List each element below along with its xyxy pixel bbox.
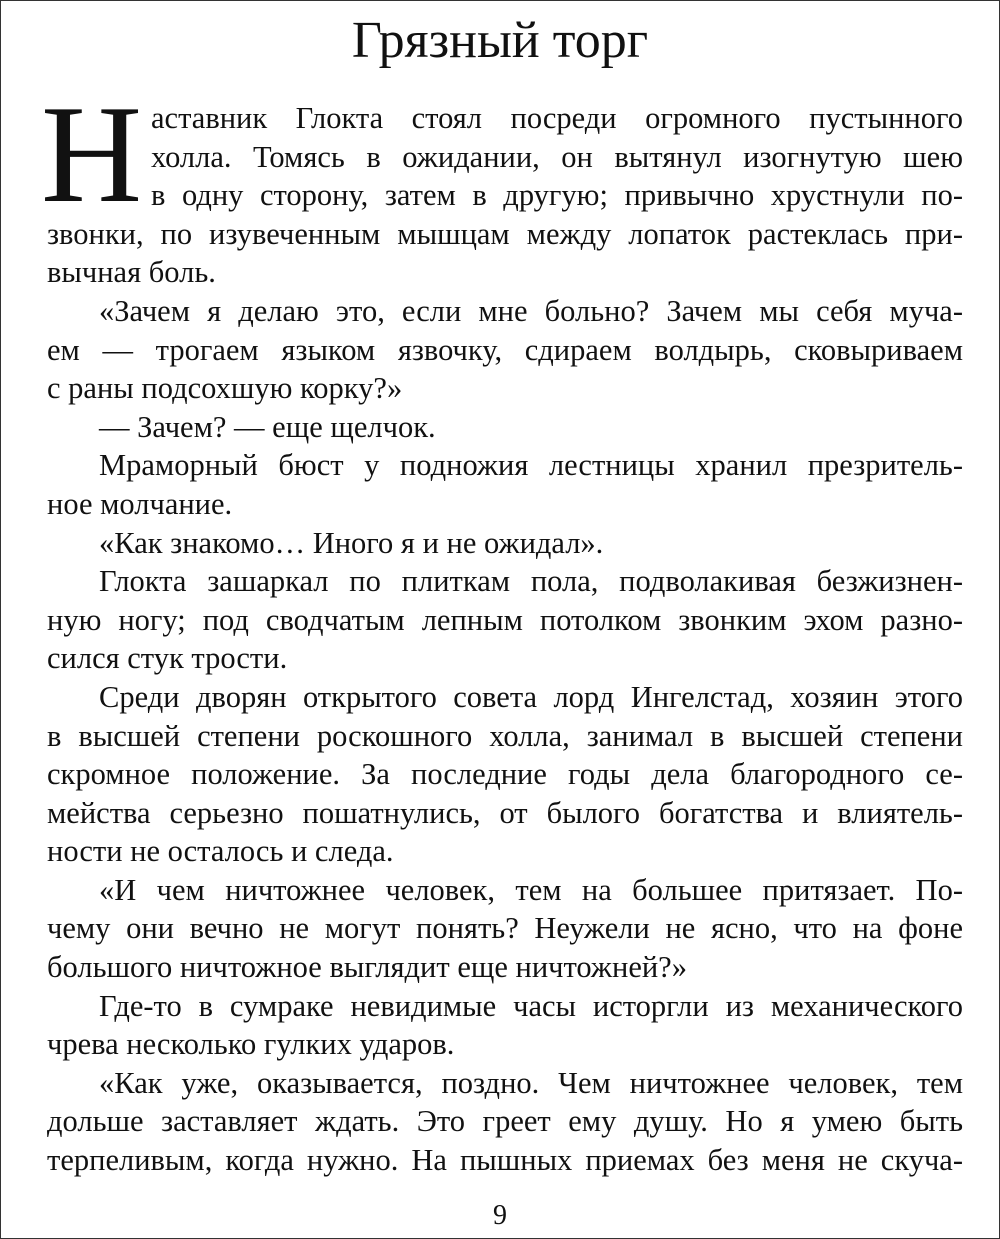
text-line: — Зачем? — еще щелчок. bbox=[99, 409, 436, 444]
text-line: ности не осталось и следа. bbox=[47, 834, 394, 869]
chapter-title: Грязный торг bbox=[351, 12, 649, 69]
text-line: в высшей степени роскошного холла, занимал в высшей степени bbox=[47, 718, 963, 753]
text-line: сился стук трости. bbox=[47, 641, 288, 676]
text-line: Мраморный бюст у подножия лестницы хранил презритель- bbox=[99, 448, 963, 483]
text-line: с раны подсохшую корку?» bbox=[47, 371, 403, 406]
text-line: «Как знакомо… Иного я и не ожидал». bbox=[99, 525, 604, 560]
text-line: в одну сторону, затем в другую; привычно хрустнули по- bbox=[151, 178, 963, 213]
text-line: холла. Томясь в ожидании, он вытянул изогнутую шею bbox=[151, 139, 963, 174]
text-line: «И чем ничтожнее человек, тем на большее притязает. По- bbox=[99, 872, 963, 907]
text-line: скромное положение. За последние годы дела благородного се- bbox=[47, 757, 963, 792]
text-line: ную ногу; под сводчатым лепным потолком звонким эхом разно- bbox=[47, 602, 963, 637]
text-line: Глокта зашаркал по плиткам пола, подволакивая безжизнен- bbox=[99, 564, 963, 599]
text-line: «Как уже, оказывается, поздно. Чем ничтожнее человек, тем bbox=[99, 1065, 963, 1100]
text-line: чрева несколько гулких ударов. bbox=[47, 1027, 455, 1062]
text-line: большого ничтожное выглядит еще ничтожней?» bbox=[47, 950, 687, 985]
text-line: Где-то в сумраке невидимые часы исторгли из механического bbox=[99, 988, 963, 1023]
text-line: дольше заставляет ждать. Это греет ему душу. Но я умею быть bbox=[47, 1104, 963, 1139]
text-line: звонки, по изувеченным мышцам между лопаток растеклась при- bbox=[47, 216, 963, 251]
text-line: ное молчание. bbox=[47, 486, 233, 521]
text-line: мейства серьезно пошатнулись, от былого богатства и влиятель- bbox=[47, 795, 963, 830]
text-line: терпеливым, когда нужно. На пышных приемах без меня не скуча- bbox=[47, 1143, 963, 1178]
text-line: Среди дворян открытого совета лорд Ингелстад, хозяин этого bbox=[99, 679, 963, 714]
text-line: чему они вечно не могут понять? Неужели не ясно, что на фоне bbox=[47, 911, 963, 946]
text-line: вычная боль. bbox=[47, 255, 216, 290]
text-line: ем — трогаем языком язвочку, сдираем волдырь, сковыриваем bbox=[47, 332, 963, 367]
text-line: «Зачем я делаю это, если мне больно? Зачем мы себя муча- bbox=[99, 293, 963, 328]
page-number: 9 bbox=[493, 1200, 507, 1231]
chapter-body bbox=[41, 77, 963, 1180]
text-line: аставник Глокта стоял посреди огромного пустынного bbox=[151, 101, 963, 135]
drop-cap: Н bbox=[41, 77, 143, 232]
